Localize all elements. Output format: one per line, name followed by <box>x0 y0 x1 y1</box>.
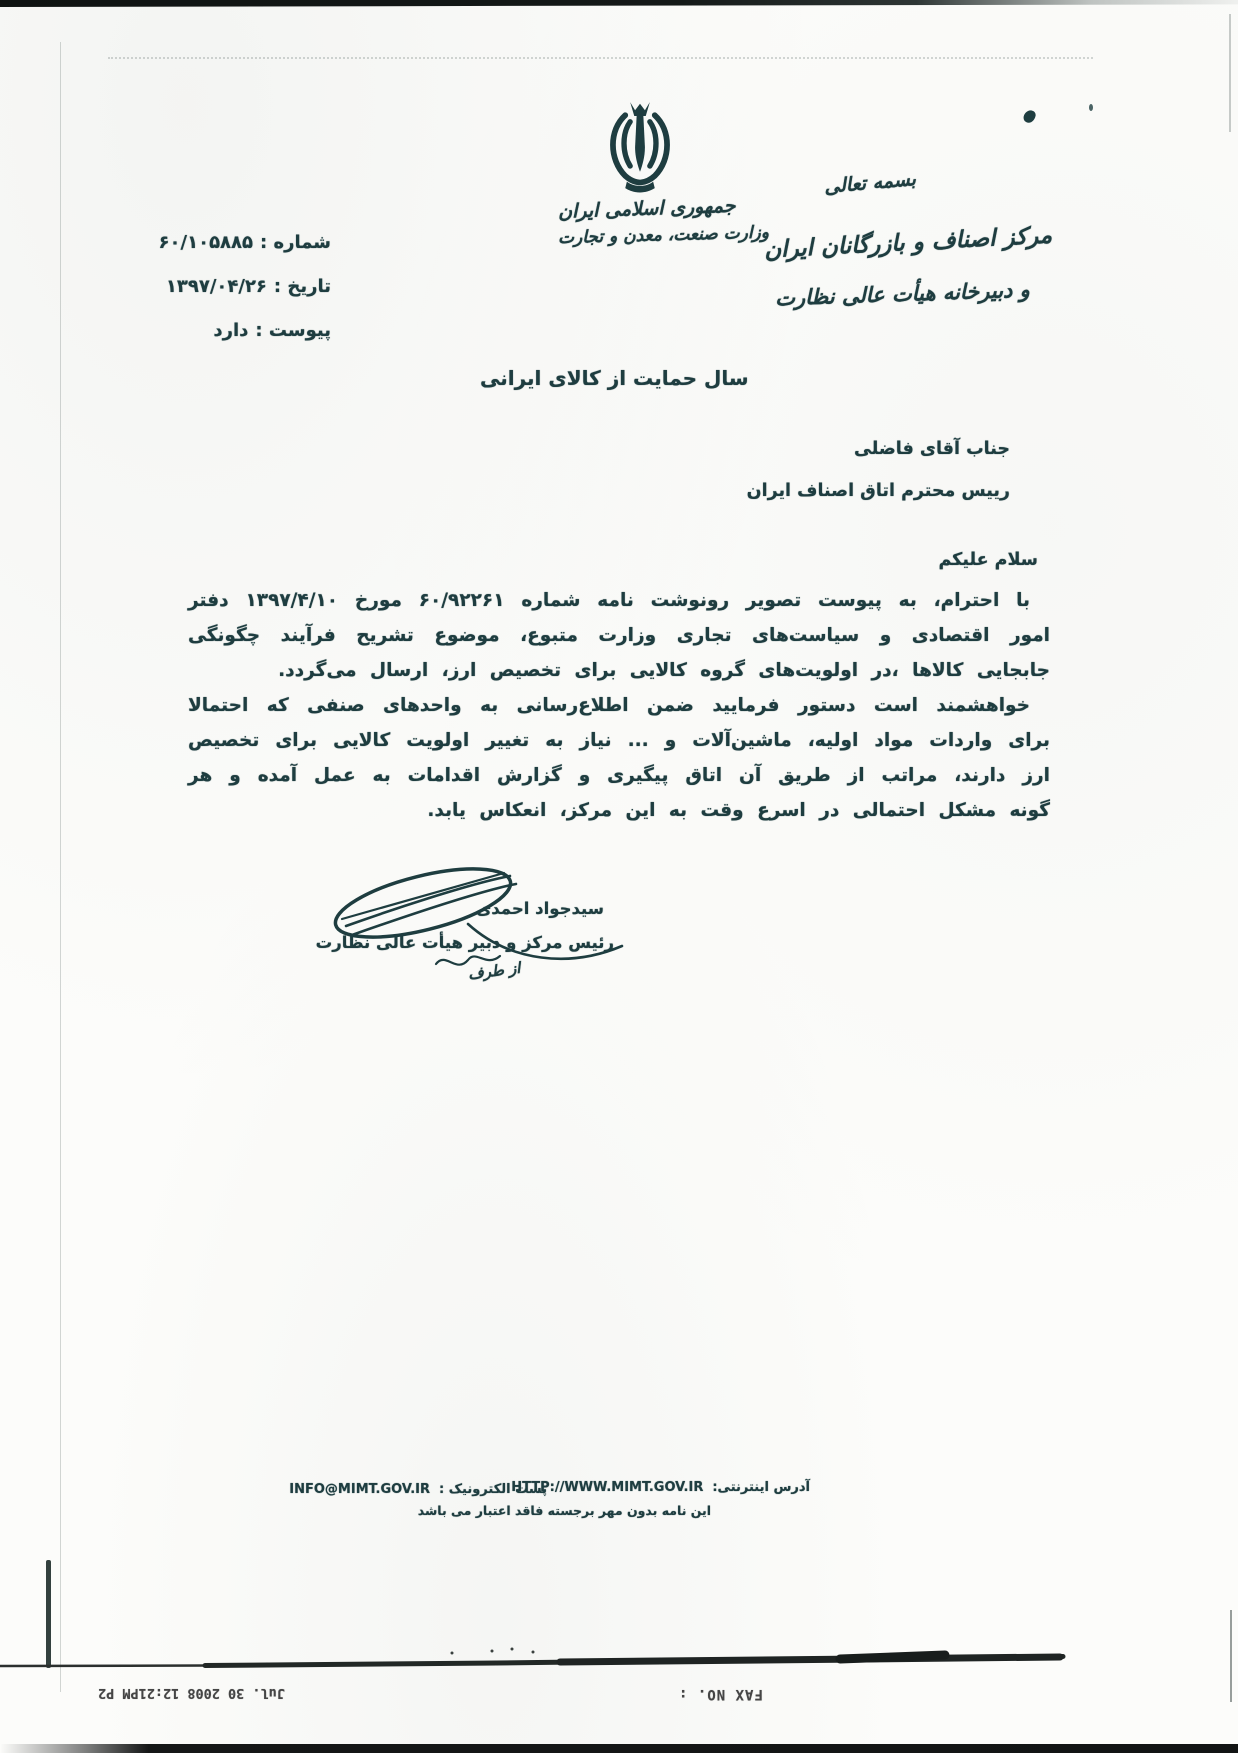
recipient-name: جناب آقای فاضلی <box>854 439 1010 459</box>
year-slogan: سال حمایت از کالای ایرانی <box>480 366 749 390</box>
besmellah-text: بسمه تعالی <box>823 168 917 198</box>
scan-top-edge-bar <box>0 0 1238 7</box>
letter-number-label: شماره : <box>260 231 331 253</box>
letter-attachment-value: دارد <box>213 319 249 341</box>
ink-speck <box>1089 104 1093 111</box>
scan-bottom-streak <box>0 1645 1238 1675</box>
scan-right-edge-line-top <box>1229 14 1231 132</box>
signer-name: سیدجواد احمدی <box>476 899 604 918</box>
letter-body <box>188 583 1050 828</box>
letter-attachment-label: پیوست : <box>255 319 331 341</box>
website-value: HTTP://WWW.MIMT.GOV.IR <box>511 1480 704 1495</box>
footer-website-row <box>511 1480 810 1495</box>
body-paragraph-2: خواهشمند است دستور فرمایید ضمن اطلاع‌رسانی به واحدهای صنفی که احتمالا برای واردات مواد اولیه، ماشین‌آلات و ... نیاز به تغییر اولویت کالایی برای تخصیص ارز دارند، مراتب از طریق آن اتاق پیگیری و گزارش اقدامات به عمل آمده و هر گونه مشکل احتمالی در اسرع وقت به این مرکز، انعکاس یابد. <box>188 695 1050 821</box>
scan-left-fold-line <box>60 42 61 1692</box>
body-paragraph-1: با احترام، به پیوست تصویر رونوشت نامه شماره ۶۰/۹۲۲۶۱ مورخ ۱۳۹۷/۴/۱۰ دفتر امور اقتصادی و سیاست‌های تجاری وزارت متبوع، موضوع تشریح فرآیند چگونگی جابجایی کالاها ،در اولویت‌های گروه کالایی برای تخصیص ارز، ارسال می‌گردد. <box>188 590 1050 681</box>
signer-title: رئیس مرکز و دبیر هیأت عالی نظارت <box>315 933 614 952</box>
footer-email-row <box>289 1482 547 1497</box>
issuing-org-line1: مرکز اصناف و بازرگانان ایران <box>763 222 1053 264</box>
letterhead-emblem-block <box>557 102 770 249</box>
recipient-block <box>747 428 1010 512</box>
footer-validity-note: این نامه بدون مهر برجسته فاقد اعتبار می باشد <box>417 1503 711 1518</box>
letter-number-row <box>159 220 331 264</box>
ink-blot <box>1022 108 1037 124</box>
republic-name: جمهوری اسلامی ایران <box>557 194 736 223</box>
fax-number-stamp: FAX NO. : <box>678 1686 763 1702</box>
signature-handwritten-note: از طرف <box>467 958 522 984</box>
recipient-title: رییس محترم اتاق اصناف ایران <box>746 481 1010 501</box>
fax-timestamp-stamp: Jul. 30 2008 12:21PM P2 <box>98 1685 285 1701</box>
website-label: آدرس اینترنتی: <box>712 1480 810 1495</box>
issuing-org-line2: و دبیرخانه هیأت عالی نظارت <box>774 277 1031 311</box>
scan-dotted-line <box>108 57 1093 59</box>
email-label: پست الکترونیک : <box>439 1482 547 1497</box>
letter-date-row <box>159 264 331 308</box>
letter-number-value: ۶۰/۱۰۵۸۸۵ <box>158 231 254 253</box>
letterhead-reference-block <box>159 220 331 352</box>
letter-date-value: ۱۳۹۷/۰۴/۲۶ <box>165 275 267 297</box>
iran-emblem-icon <box>599 102 681 194</box>
scan-bottom-edge-bar <box>0 1744 1238 1753</box>
letter-attachment-row <box>159 308 331 352</box>
greeting-text: سلام علیکم <box>938 550 1038 570</box>
ministry-name: وزارت صنعت، معدن و تجارت <box>557 222 770 249</box>
email-value: INFO@MIMT.GOV.IR <box>289 1482 430 1497</box>
letter-date-label: تاریخ : <box>273 275 331 297</box>
